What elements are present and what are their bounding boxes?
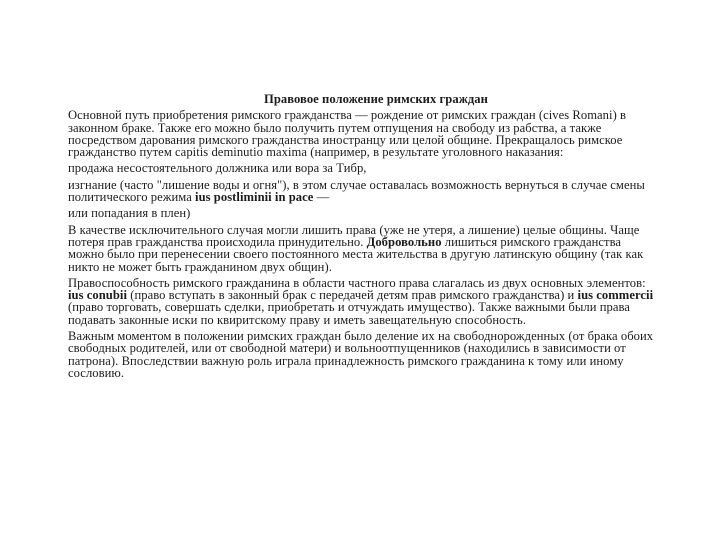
term-ius-commercii: ius commercii xyxy=(577,288,654,303)
capacity-text-c: (право вступать в законный брак с передачей детям прав римского гражданства) и xyxy=(127,288,578,303)
paragraph-sale-debtor: продажа несостоятельного должника или вора за Тибр, xyxy=(68,161,367,176)
paragraph-exile xyxy=(68,179,656,204)
paragraph-classes: Важным моментом в положении римских граждан было деление их на свободнорожденных (от брака обоих свободных родителей, или от свободной матери) и вольноотпущенников (находились в зависимости от патрона). Впоследствии важную роль играла принадлежность римского гражданина к тому или иному сословию. xyxy=(68,329,654,380)
exile-text: изгнание (часто "лишение воды и огня"), в этом случае оставалась возможность вернуться в случае смены политического режима xyxy=(68,177,645,205)
capacity-text-e: (право торговать, совершать сделки, приобретать и отчуждать имущество). Также важными были права подавать законные иски по квиритскому праву и иметь завещательную способность. xyxy=(68,300,630,327)
term-ius-conubii: ius conubii xyxy=(68,288,127,303)
paragraph-acquisition: Основной путь приобретения римского гражданства — рождение от римских граждан (cives Romani) в законном браке. Также его можно было получить путем отпущения на свободу из рабства, а также посредством дарования римского гражданства иностранцу или целой общине. Прекращалось римское гражданство путем capitis deminutio maxima (например, в результате уголовного наказания: xyxy=(68,108,627,160)
paragraph-communities xyxy=(68,224,656,273)
term-voluntary: Добровольно xyxy=(366,234,442,249)
document-body xyxy=(68,93,656,383)
communities-text: В качестве исключительного случая могли лишить права (уже не утеря, а лишение) целые общины. Чаще потеря прав гражданства происходила принудительно. xyxy=(68,222,640,249)
term-ius-postliminii: ius postliminii in pace xyxy=(195,190,314,205)
document-title: Правовое положение римских граждан xyxy=(264,92,488,106)
communities-text-rest: лишиться римского гражданства можно было при перенесении своего постоянного места жительства в другую латинскую общину (так как никто не может быть гражданином двух общин). xyxy=(68,234,644,274)
paragraph-legal-capacity xyxy=(68,277,656,326)
capacity-text-a: Правоспособность римского гражданина в области частного права слагалась из двух основных элементов: xyxy=(68,275,646,290)
paragraph-captivity: или попадания в плен) xyxy=(68,206,191,221)
exile-dash: — xyxy=(313,190,330,205)
